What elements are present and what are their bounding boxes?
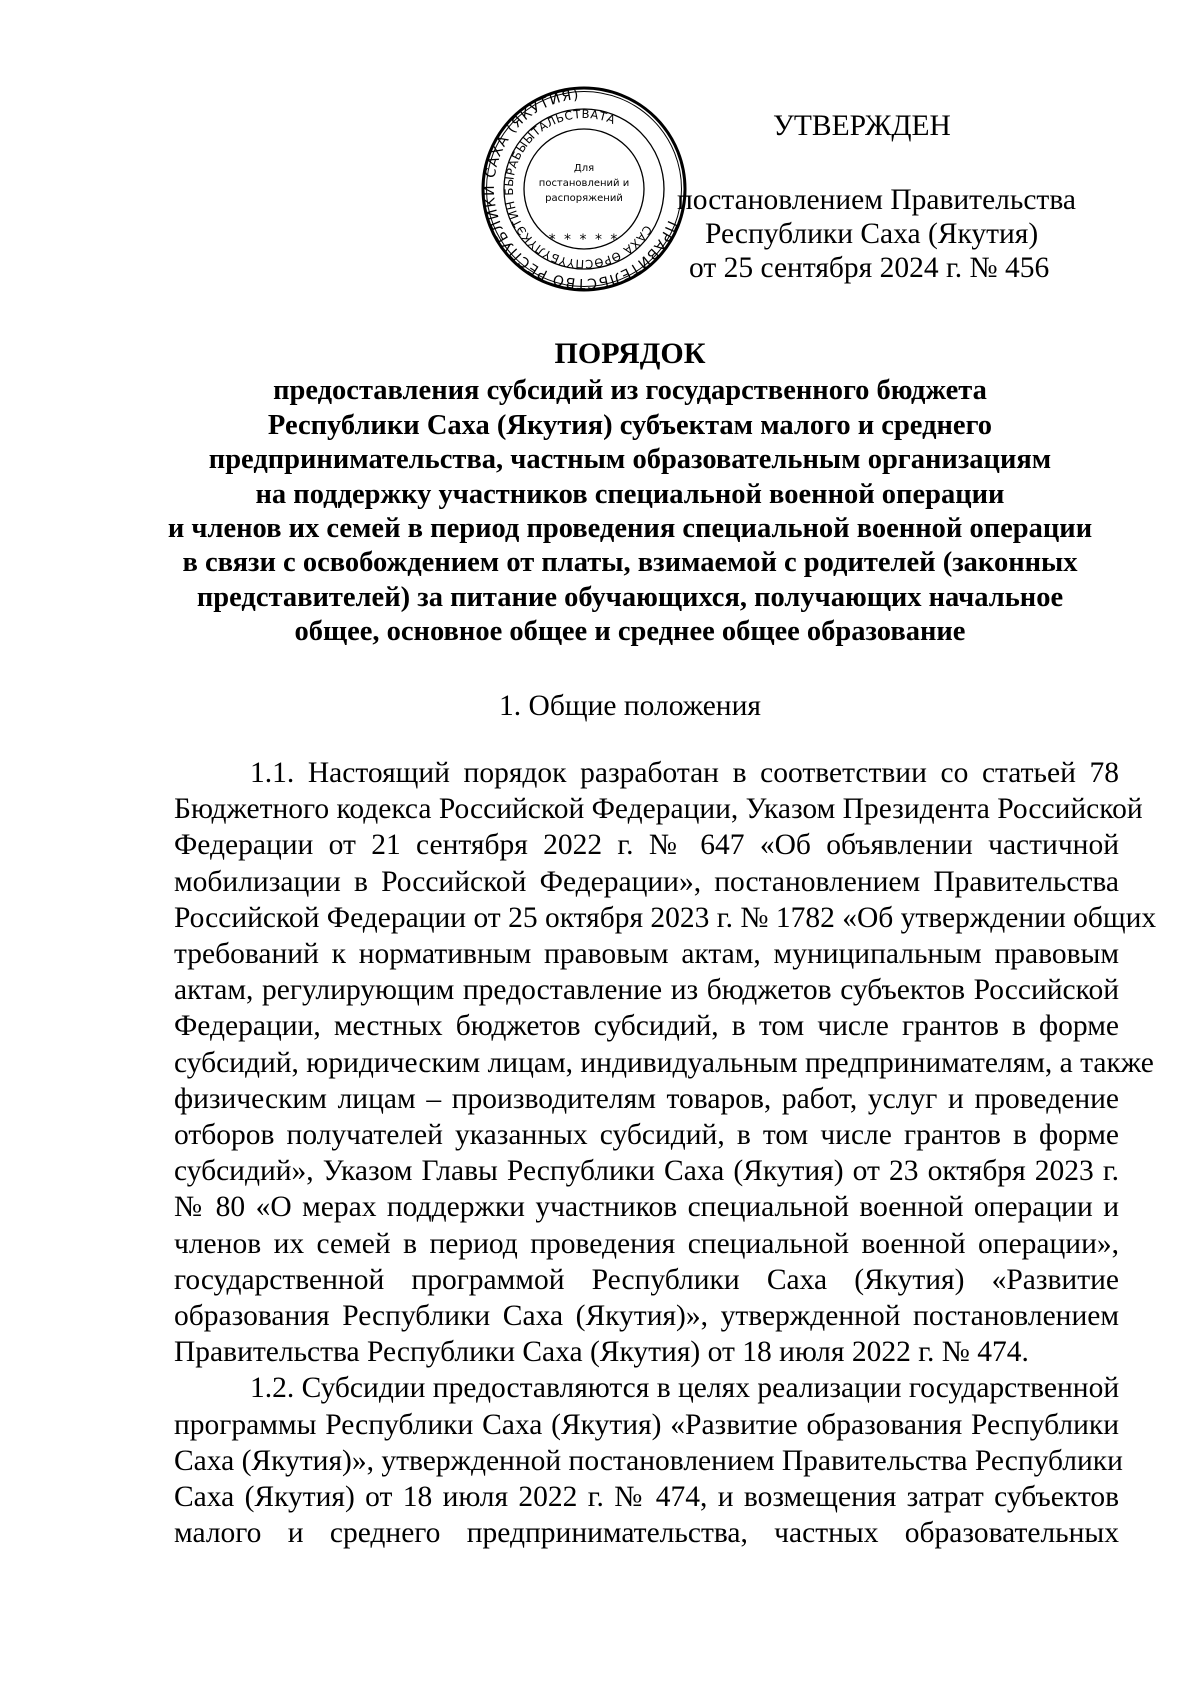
paragraph-line: государственной программой Республики Саха (Якутия) «Развитие xyxy=(174,1263,1119,1296)
paragraph-line: Бюджетного кодекса Российской Федерации, Указом Президента Российской xyxy=(174,793,1143,826)
paragraph-line: образования Республики Саха (Якутия)», утвержденной постановлением xyxy=(174,1300,1119,1332)
government-seal-stamp xyxy=(481,86,687,292)
title-line: в связи с освобождением от платы, взимаемой с родителей (законных xyxy=(182,547,1078,579)
paragraph-line: № 80 «О мерах поддержки участников специальной военной операции и xyxy=(174,1191,1119,1224)
section-title: 1. Общие положения xyxy=(499,690,761,722)
seal-icon xyxy=(481,86,687,292)
document-title xyxy=(160,337,1100,650)
title-line: предоставления субсидий из государственного бюджета xyxy=(273,375,987,407)
paragraph-line: отборов получателей указанных субсидий, в том числе грантов в форме xyxy=(174,1119,1119,1151)
seal-center-line2: постановлений и xyxy=(538,178,630,189)
title-line: Республики Саха (Якутия) субъектам малого и среднего xyxy=(267,409,993,441)
paragraph-line: Российской Федерации от 25 октября 2023 г. № 1782 «Об утверждении общих xyxy=(174,901,1157,934)
approval-heading: УТВЕРЖДЕН xyxy=(773,110,951,142)
paragraph-line: Саха (Якутия)», утвержденной постановлением Правительства Республики xyxy=(174,1444,1123,1477)
title-line: и членов их семей в период проведения специальной военной операции xyxy=(167,513,1093,545)
seal-center-line1: Для xyxy=(573,163,595,174)
paragraph-line: 1.2. Субсидии предоставляются в целях реализации государственной xyxy=(250,1372,1120,1405)
title-line: на поддержку участников специальной военной операции xyxy=(255,478,1005,510)
title-line: общее, основное общее и среднее общее образование xyxy=(294,616,966,648)
paragraph-line: малого и среднего предпринимательства, частных образовательных xyxy=(174,1517,1119,1550)
seal-stars: * * * * * xyxy=(548,232,620,248)
paragraph-line: субсидий», Указом Главы Республики Саха (Якутия) от 23 октября 2023 г. xyxy=(174,1155,1119,1188)
paragraph-line: Правительства Республики Саха (Якутия) от 18 июля 2022 г. № 474. xyxy=(174,1336,1029,1369)
paragraph-line: физическим лицам – производителям товаров, работ, услуг и проведение xyxy=(174,1082,1119,1115)
paragraph-line: членов их семей в период проведения специальной военной операции», xyxy=(174,1227,1119,1260)
approval-line-1: постановлением Правительства xyxy=(677,184,1076,216)
paragraph-line: 1.1. Настоящий порядок разработан в соответствии со статьей 78 xyxy=(250,757,1119,789)
title-line: представителей) за питание обучающихся, получающих начальное xyxy=(196,581,1064,613)
paragraph-line: Федерации, местных бюджетов субсидий, в том числе грантов в форме xyxy=(174,1010,1119,1043)
paragraph-line: требований к нормативным правовым актам, муниципальным правовым xyxy=(174,938,1119,970)
approval-line-2: Республики Саха (Якутия) xyxy=(705,218,1039,250)
paragraph-line: актам, регулирующим предоставление из бюджетов субъектов Российской xyxy=(174,974,1119,1007)
seal-center-line3: распоряжений xyxy=(545,193,623,204)
paragraph-line: мобилизации в Российской Федерации», постановлением Правительства xyxy=(174,865,1119,898)
paragraph-line: Федерации от 21 сентября 2022 г. № 647 «Об объявлении частичной xyxy=(174,829,1119,862)
paragraph-line: Саха (Якутия) от 18 июля 2022 г. № 474, и возмещения затрат субъектов xyxy=(174,1481,1119,1513)
seal-outer-text: ПРАВИТЕЛЬСТВО РЕСПУБЛИКИ САХА (ЯКУТИЯ) xyxy=(481,87,680,292)
paragraph-line: субсидий, юридическим лицам, индивидуальным предпринимателям, а также xyxy=(174,1046,1154,1079)
seal-middle-text: САХА ӨРӨСПҮҮБҮЛҮКЭТИН БЫРАБЫЫТАЛЬСТВАТА xyxy=(501,106,655,272)
title-line: предпринимательства, частным образовательным организациям xyxy=(208,444,1052,476)
paragraph-line: программы Республики Саха (Якутия) «Развитие образования Республики xyxy=(174,1408,1119,1441)
approval-line-3: от 25 сентября 2024 г. № 456 xyxy=(689,252,1050,284)
title-heading: ПОРЯДОК xyxy=(554,337,706,370)
